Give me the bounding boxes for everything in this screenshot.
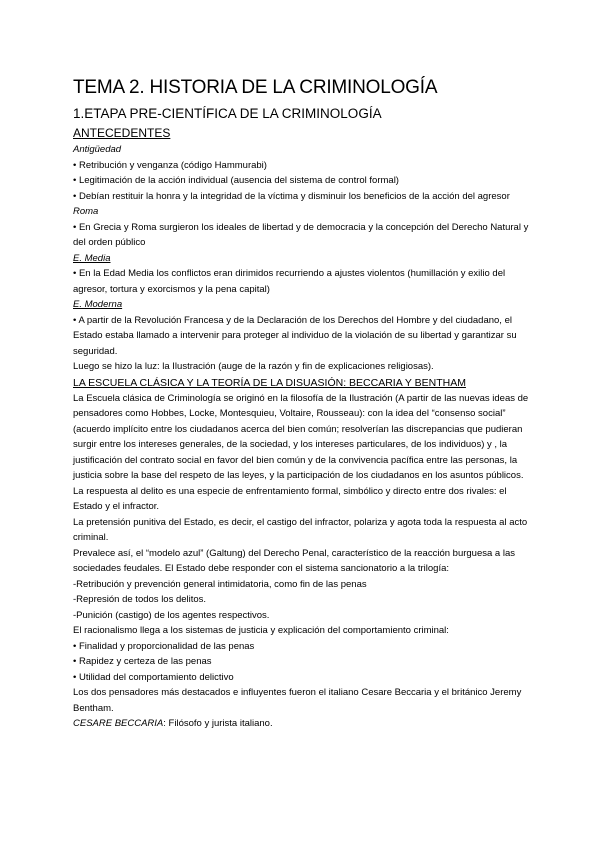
document-page (73, 76, 533, 732)
paragraph: El racionalismo llega a los sistemas de justicia y explicación del comportamiento criminal: (73, 625, 449, 636)
list-item: • Finalidad y proporcionalidad de las penas (73, 640, 255, 652)
ilustracion-text: Luego se hizo la luz: la Ilustración (auge de la razón y fin de explicaciones religiosas). (73, 361, 434, 372)
paragraph: La pretensión punitiva del Estado, es decir, el castigo del infractor, polariza y agota toda la respuesta al acto criminal. (73, 516, 528, 543)
antiguedad-label: Antigüedad (73, 144, 122, 155)
beccaria-text: : Filósofo y jurista italiano. (163, 718, 273, 729)
beccaria-label: CESARE BECCARIA (73, 718, 164, 729)
paragraph: Prevalece así, el “modelo azul” (Galtung) del Derecho Penal, característico de la reacción burguesa a las sociedades feudales. El Estado debe responder con el sistema sancionatorio a la trilogía: (73, 547, 515, 574)
list-item: • Rapidez y certeza de las penas (73, 656, 212, 667)
paragraph: La respuesta al delito es una especie de enfrentamiento formal, simbólico y directo entre dos rivales: el Estado y el infractor. (73, 485, 507, 512)
list-item: -Represión de todos los delitos. (73, 594, 207, 605)
list-item: • Utilidad del comportamiento delictivo (73, 671, 234, 683)
list-item: -Retribución y prevención general intimidatoria, como fin de las penas (73, 578, 367, 590)
beccaria-line (73, 716, 533, 732)
roma-label: Roma (73, 206, 99, 217)
paragraph: Los dos pensadores más destacados e influyentes fueron el italiano Cesare Beccaria y el británico Jeremy Bentham. (73, 687, 522, 714)
antecedentes-heading: ANTECEDENTES (73, 126, 171, 140)
moderna-label: E. Moderna (73, 299, 123, 310)
section-subtitle: 1.ETAPA PRE-CIENTÍFICA DE LA CRIMINOLOGÍA (73, 106, 382, 121)
list-item: • Debían restituir la honra y la integridad de la víctima y disminuir los beneficios de la acción del agresor (73, 190, 510, 202)
list-item: -Punición (castigo) de los agentes respectivos. (73, 609, 270, 621)
list-item: • Legitimación de la acción individual (ausencia del sistema de control formal) (73, 175, 399, 186)
list-item: • Retribución y venganza (código Hammurabi) (73, 159, 267, 171)
paragraph: La Escuela clásica de Criminología se originó en la filosofía de la Ilustración (A partir de las nuevas ideas de pensadores como Hobbes, Locke, Montesquieu, Voltaire, Rousseau): con la idea del “consenso social” (acuerdo implícito entre los ciudadanos acerca del bien común; resolverían las discrepancias que pudieran surgir entre los intereses generales, de la sociedad, y los intereses particulares, de los individuos) y , la justificación del contrato social en favor del bien común y de la convivencia pacífica entre las personas, la justicia sobre la base del respeto de las leyes, y la participación de los ciudadanos en los asuntos públicos. (73, 392, 529, 481)
escuela-heading: LA ESCUELA CLÁSICA Y LA TEORÍA DE LA DISUASIÓN: BECCARIA Y BENTHAM (73, 376, 466, 389)
document-title: TEMA 2. HISTORIA DE LA CRIMINOLOGÍA (73, 77, 438, 98)
list-item: • A partir de la Revolución Francesa y de la Declaración de los Derechos del Hombre y del ciudadano, el Estado estaba llamado a intervenir para proteger al individuo de la violación de su libertad y garantizar su seguridad. (73, 314, 517, 357)
media-label: E. Media (73, 252, 111, 264)
list-item: • En Grecia y Roma surgieron los ideales de libertad y de democracia y la concepción del Derecho Natural y del orden público (73, 221, 529, 248)
list-item: • En la Edad Media los conflictos eran dirimidos recurriendo a ajustes violentos (humillación y exilio del agresor, tortura y exorcismos y la pena capital) (73, 268, 506, 295)
